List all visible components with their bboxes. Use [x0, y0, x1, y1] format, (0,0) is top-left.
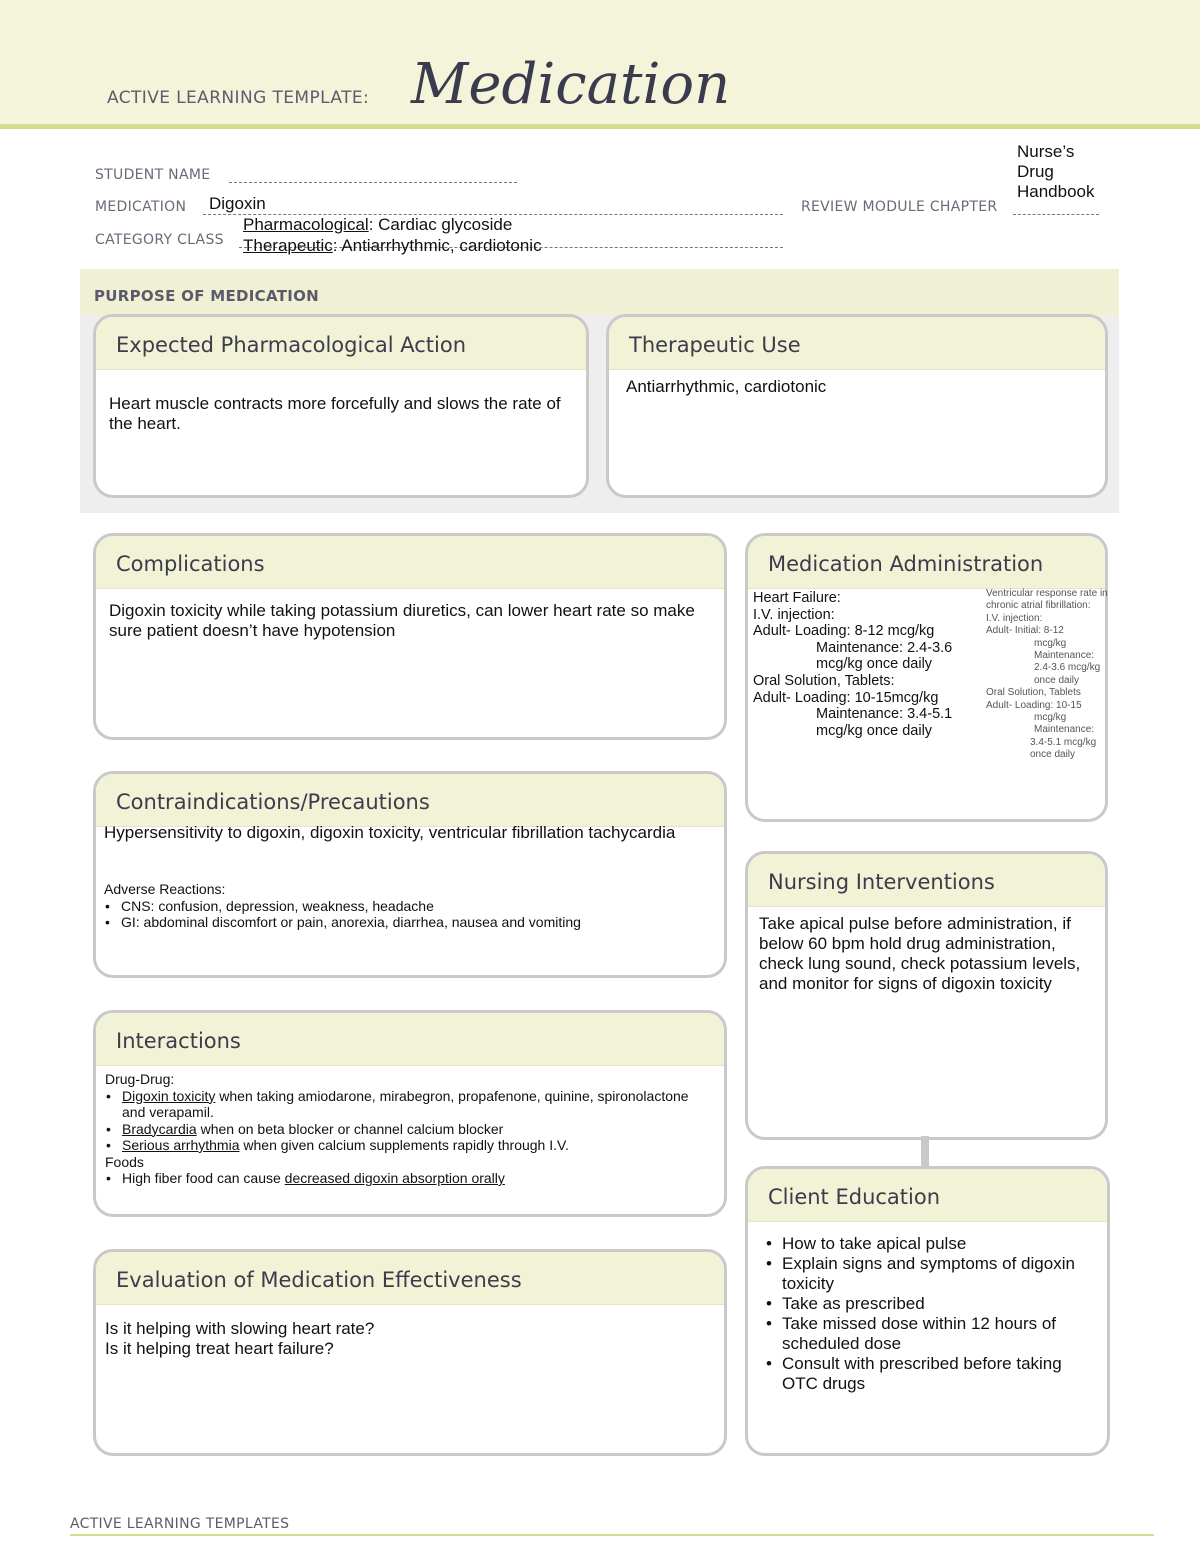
therapeutic-use-box: [606, 314, 1108, 498]
education-item: • Explain signs and symptoms of digoxin toxicity: [782, 1254, 1085, 1294]
adverse-reactions: [104, 881, 714, 931]
medication-value: Digoxin: [209, 194, 266, 213]
interaction-item: • Serious arrhythmia when given calcium supplements rapidly through I.V.: [122, 1137, 705, 1154]
client-education-list: [765, 1234, 1085, 1394]
interactions-box: [93, 1010, 727, 1217]
expected-action-text: Heart muscle contracts more forcefully and slows the rate of the heart.: [109, 394, 561, 433]
interaction-item: • Digoxin toxicity when taking amiodarone, mirabegron, propafenone, quinine, spironolactone and verapamil.: [122, 1088, 705, 1121]
footer-label: ACTIVE LEARNING TEMPLATES: [70, 1516, 290, 1532]
interactions-title: Interactions: [116, 1029, 241, 1053]
evaluation-title: Evaluation of Medication Effectiveness: [116, 1268, 522, 1292]
student-name-label: STUDENT NAME: [95, 167, 211, 183]
contraindications-title: Contraindications/Precautions: [116, 790, 430, 814]
complications-text: Digoxin toxicity while taking potassium diuretics, can lower heart rate so make sure patient doesn’t have hypotension: [109, 601, 695, 640]
template-label: ACTIVE LEARNING TEMPLATE:: [107, 88, 370, 108]
contraindications-text: Hypersensitivity to digoxin, digoxin toxicity, ventricular fibrillation tachycardia: [104, 823, 676, 842]
expected-action-box: [93, 314, 589, 498]
administration-side-notes: Ventricular response rate in chronic atrial fibrillation: I.V. injection: Adult- Initial: 8-12 mcg/kg Maintenance: 2.4-3.6 mcg/kg once daily Oral Solution, Tablets Adult- Loading: 10-15 mcg/kg Maintenance: 3.4-5.1 mcg/kg once daily: [986, 588, 1108, 761]
footer-rule: [70, 1534, 1154, 1536]
category-class-label: CATEGORY CLASS: [95, 232, 224, 248]
contraindications-box: [93, 771, 727, 978]
page-title: Medication: [411, 52, 731, 117]
complications-box: [93, 533, 727, 740]
nursing-interventions-text: Take apical pulse before administration, if below 60 bpm hold drug administration, check lung sound, check potassium levels, and monitor for signs of digoxin toxicity: [759, 914, 1081, 993]
complications-title: Complications: [116, 552, 265, 576]
drug-drug-heading: Drug-Drug:: [105, 1071, 175, 1087]
review-module-value: Nurse’s Drug Handbook: [1017, 142, 1095, 201]
adverse-item: • CNS: confusion, depression, weakness, headache: [121, 898, 714, 915]
review-module-label: REVIEW MODULE CHAPTER: [801, 199, 998, 215]
education-item: • How to take apical pulse: [782, 1234, 1085, 1254]
adverse-item: • GI: abdominal discomfort or pain, anorexia, diarrhea, nausea and vomiting: [121, 914, 714, 931]
adverse-heading: Adverse Reactions:: [104, 881, 226, 897]
education-item: • Take missed dose within 12 hours of scheduled dose: [782, 1314, 1085, 1354]
client-education-title: Client Education: [768, 1185, 941, 1209]
administration-text: Heart Failure: I.V. injection: Adult- Loading: 8-12 mcg/kg Maintenance: 2.4-3.6 mcg/kg once daily Oral Solution, Tablets: Adult- Loading: 10-15mcg/kg Maintenance: 3.4-5.1 mcg/kg once daily: [753, 590, 953, 739]
evaluation-text: Is it helping with slowing heart rate? Is it helping treat heart failure?: [105, 1319, 375, 1358]
interactions-list: [105, 1071, 705, 1187]
nursing-interventions-box: [745, 851, 1108, 1140]
food-interaction-item: • High fiber food can cause decreased digoxin absorption orally: [122, 1170, 705, 1187]
interaction-item: • Bradycardia when on beta blocker or channel calcium blocker: [122, 1121, 705, 1138]
administration-title: Medication Administration: [768, 552, 1044, 576]
purpose-title: PURPOSE OF MEDICATION: [94, 287, 320, 305]
evaluation-box: [93, 1249, 727, 1456]
client-education-box: [745, 1166, 1110, 1456]
therapeutic-class: Therapeutic: Antiarrhythmic, cardiotonic: [243, 236, 542, 255]
medication-label: MEDICATION: [95, 199, 187, 215]
review-module-field[interactable]: [1013, 214, 1099, 215]
education-item: • Consult with prescribed before taking OTC drugs: [782, 1354, 1085, 1394]
therapeutic-use-text: Antiarrhythmic, cardiotonic: [626, 377, 827, 396]
nursing-interventions-title: Nursing Interventions: [768, 870, 995, 894]
pharmacological-class: Pharmacological: Cardiac glycoside: [243, 215, 513, 234]
expected-action-title: Expected Pharmacological Action: [116, 333, 467, 357]
student-name-field[interactable]: [229, 182, 517, 183]
therapeutic-use-title: Therapeutic Use: [629, 333, 801, 357]
header-rule: [0, 124, 1200, 129]
foods-heading: Foods: [105, 1153, 144, 1170]
connector-bar: [921, 1136, 929, 1166]
education-item: • Take as prescribed: [782, 1294, 1085, 1314]
